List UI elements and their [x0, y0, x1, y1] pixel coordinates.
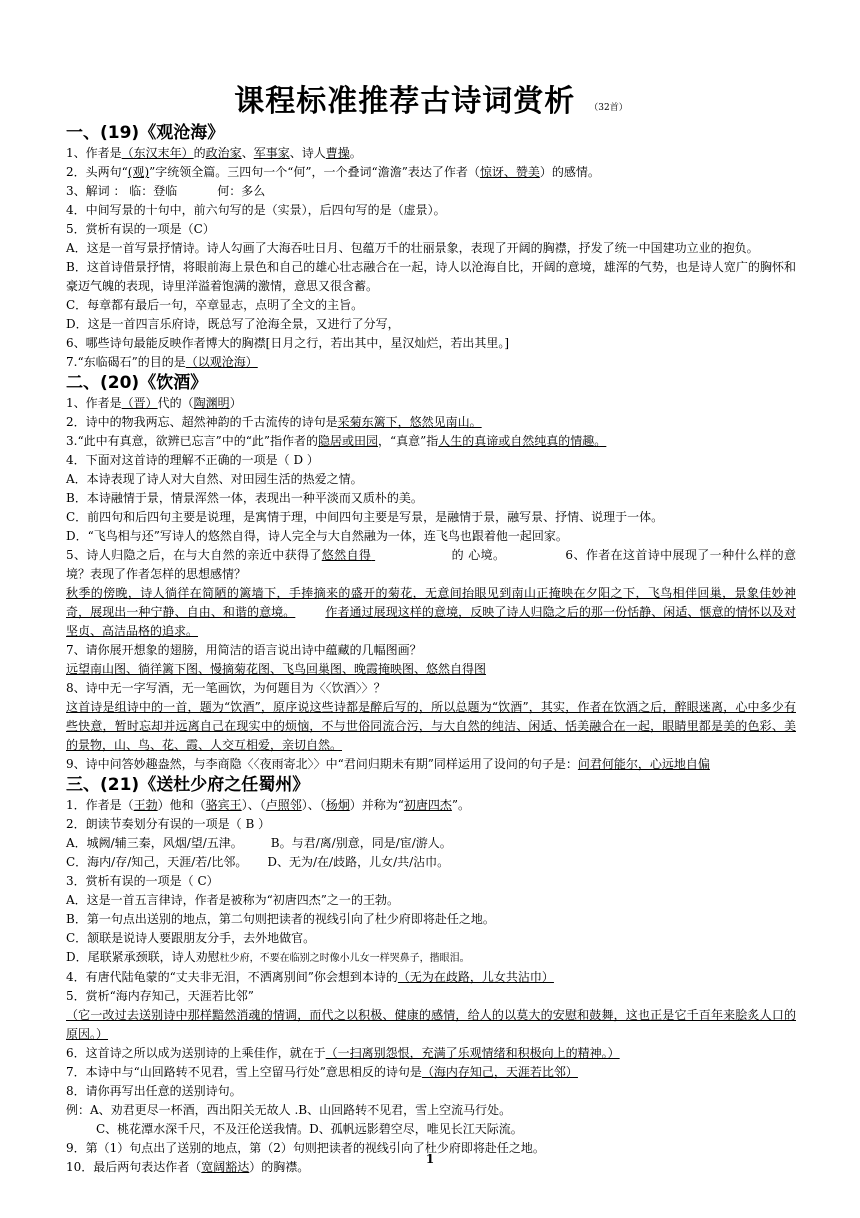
question-line: 6、哪些诗句最能反映作者博大的胸襟[日月之行，若出其中，星汉灿烂，若出其里。]	[66, 336, 510, 350]
option-line: A．本诗表现了诗人对大自然、对田园生活的热爱之情。	[66, 472, 363, 486]
question-line: 8．请你再写出任意的送别诗句。	[66, 1084, 242, 1098]
answer-paragraph: 这首诗是组诗中的一首，题为“饮酒”，原序说这些诗都是醉后写的，所以总题为“饮酒”，其实，作者在饮酒之后，醉眼迷离，心中多少有些快意，暂时忘却并远离自己在现实中的烦恼，不与世俗同流合污，与大自然的纯洁、闲适、恬美融合在一起，眼睛里都是美的色彩、美的景物，山、鸟、花、霞、人交互相爱，亲切自然。	[66, 700, 796, 752]
question-line: 8、诗中无一字写酒，无一笔画饮，为何题目为〈〈饮酒〉〉？	[66, 681, 386, 695]
question-line: 2．头两句“(观)”字统领全篇。三四句一个“何”，一个叠词“澹澹”表达了作者（惊讶、赞美）的感情。	[66, 165, 600, 179]
option-line: D．尾联紧承颈联，诗人劝慰杜少府，不要在临别之时像小儿女一样哭鼻子，揩眼泪。	[66, 950, 470, 964]
option-line: A．这是一首五言律诗，作者是被称为“初唐四杰”之一的王勃。	[66, 893, 399, 907]
answer-line: 例：A、劝君更尽一杯酒，西出阳关无故人 .B、山回路转不见君，雪上空流马行处。	[66, 1103, 512, 1117]
section-heading-3: 三、(21)《送杜少府之任蜀州》	[66, 775, 310, 795]
question-line: 1、作者是（晋）代的（陶渊明）	[66, 396, 242, 410]
title-row	[66, 76, 796, 120]
section-heading-1: 一、(19)《观沧海》	[66, 123, 225, 143]
option-line: A．城阙/辅三秦，风烟/望/五津。 B。与君/离/别意，同是/宦/游人。	[66, 836, 452, 850]
question-line: 7．本诗中与“山回路转不见君，雪上空留马行处”意思相反的诗句是（海内存知己，天涯若比邻）	[66, 1065, 578, 1079]
option-line: C．海内/存/知己，天涯/若/比邻。 D、无为/在/歧路，儿女/共/沾巾。	[66, 855, 450, 869]
option-line: C．颔联是说诗人要跟朋友分手，去外地做官。	[66, 931, 316, 945]
question-line: 5、诗人归隐之后，在与大自然的亲近中获得了悠然自得 的 心境。 6、作者在这首诗中展现了一种什么样的意境？表现了作者怎样的思想感情？	[66, 548, 796, 581]
option-line: D．“飞鸟相与还”写诗人的悠然自得，诗人完全与大自然融为一体，连飞鸟也跟着他一起回家。	[66, 529, 568, 543]
question-line: 2．朗读节奏划分有误的一项是（ B ）	[66, 817, 271, 831]
question-line: 6．这首诗之所以成为送别诗的上乘佳作，就在于（一扫离别怨恨，充满了乐观情绪和积极向上的精神。）	[66, 1046, 620, 1060]
section-heading-2: 二、(20)《饮酒》	[66, 373, 208, 393]
document-page	[66, 76, 796, 1177]
question-line: 1、作者是（东汉末年）的政治家、军事家、诗人曹操。	[66, 146, 362, 160]
option-line: B．这首诗借景抒情，将眼前海上景色和自己的雄心壮志融合在一起，诗人以沧海自比，开阔的意境，雄浑的气势，也是诗人宽广的胸怀和豪迈气魄的表现，诗里洋溢着饱满的激情，意思又很含蓄。	[66, 260, 796, 293]
question-line: 9、诗中问答妙趣盎然，与李商隐〈〈夜雨寄北〉〉中“君问归期未有期”同样运用了设问的句子是：问君何能尔，心远地自偏	[66, 757, 710, 771]
question-line: 5．赏析“海内存知己，天涯若比邻”	[66, 989, 254, 1003]
question-line: 9．第（1）句点出了送别的地点，第（2）句则把读者的视线引向了杜少府即将赴任之地。	[66, 1141, 545, 1155]
answer-paragraph: 秋季的傍晚，诗人徜徉在简陋的篱墙下，手捧摘来的盛开的菊花，无意间抬眼见到南山正掩映在夕阳之下，飞鸟相伴回巢，景象佳妙神奇，展现出一种宁静、自由、和谐的意境。 作者通过展现这样的意境，反映了诗人归隐之后的那一份恬静、闲适、惬意的情怀以及对坚贞、高洁品格的追求。	[66, 586, 796, 638]
option-line: A．这是一首写景抒情诗。诗人勾画了大海吞吐日月、包蕴万千的壮丽景象，表现了开阔的胸襟，抒发了统一中国建功立业的抱负。	[66, 241, 759, 255]
answer-line: 远望南山图、徜徉篱下图、慢摘菊花图、飞鸟回巢图、晚霞掩映图、悠然自得图	[66, 662, 487, 676]
question-line: 10．最后两句表达作者（宽阔豁达）的胸襟。	[66, 1160, 310, 1174]
question-line: 4．下面对这首诗的理解不正确的一项是（ D ）	[66, 453, 319, 467]
question-line: 4．中间写景的十句中，前六句写的是（实景），后四句写的是（虚景）。	[66, 203, 446, 217]
option-line: C．每章都有最后一句，卒章显志，点明了全文的主旨。	[66, 298, 364, 312]
question-line: 1．作者是（王勃）他和（骆宾王）、（卢照邻）、（杨炯）并称为“初唐四杰”。	[66, 798, 471, 812]
question-line: 3、解词 ： 临：登临 何：多么	[66, 184, 266, 198]
question-line: 4．有唐代陆龟蒙的“丈夫非无泪，不洒离别间”你会想到本诗的（无为在歧路，儿女共沾巾）	[66, 970, 554, 984]
page-title: 课程标准推荐古诗词赏析	[234, 84, 576, 119]
question-line: 3.“此中有真意，欲辨已忘言”中的“此”指作者的隐居或田园，“真意”指人生的真谛或自然纯真的情趣。	[66, 434, 607, 448]
question-line: 2．诗中的物我两忘、超然神韵的千古流传的诗句是采菊东篱下，悠然见南山。	[66, 415, 482, 429]
question-line: 7.“东临碣石”的目的是（以观沧海）	[66, 355, 258, 369]
question-line: 7、请你展开想象的翅膀，用简洁的语言说出诗中蕴藏的几幅图画？	[66, 643, 422, 657]
option-line: C．前四句和后四句主要是说理，是寓情于理，中间四句主要是写景，是融情于景，融写景、抒情、说理于一体。	[66, 510, 664, 524]
answer-paragraph: （它一改过去送别诗中那样黯然消魂的情调，而代之以积极、健康的感情，给人的以莫大的安慰和鼓舞，这也正是它千百年来脍炙人口的原因。）	[66, 1008, 796, 1041]
option-line: B．第一句点出送别的地点，第二句则把读者的视线引向了杜少府即将赴任之地。	[66, 912, 495, 926]
page-number: 1	[425, 1152, 435, 1166]
question-line: 5．赏析有误的一项是（C）	[66, 222, 215, 236]
answer-line: C、桃花潭水深千尺，不及汪伦送我情。D、孤帆远影碧空尽，唯见长江天际流。	[96, 1122, 523, 1136]
option-line: D．这是一首四言乐府诗，既总写了沧海全景，又进行了分写，	[66, 317, 400, 331]
option-line: B．本诗融情于景，情景浑然一体，表现出一种平淡而又质朴的美。	[66, 491, 423, 505]
page-subtitle: （32首）	[589, 103, 628, 113]
question-line: 3．赏析有误的一项是（ C）	[66, 874, 219, 888]
